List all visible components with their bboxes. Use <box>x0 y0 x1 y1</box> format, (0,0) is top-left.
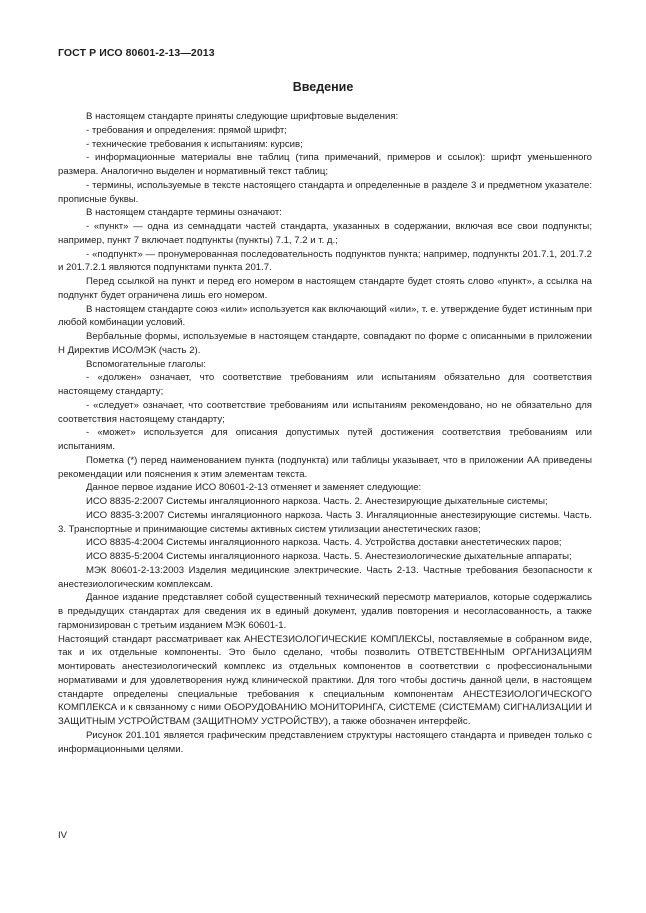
paragraph: Пометка (*) перед наименованием пункта (подпункта) или таблицы указывает, что в приложении АА приведены рекомендации или пояснения к этим элементам текста. <box>58 454 592 480</box>
body-text <box>58 110 592 756</box>
paragraph: - требования и определения: прямой шрифт; <box>86 124 287 136</box>
paragraph: Данное издание представляет собой существенный технический пересмотр материалов, которые содержались в предыдущих стандартах для сведения их в единый документ, удалив повторения и несогласованность, а также гармонизирован с третьим изданием МЭК 60601-1. <box>58 592 592 631</box>
paragraph: ИСО 8835-2:2007 Системы ингаляционного наркоза. Часть. 2. Анестезирующие дыхательные системы; <box>86 496 548 507</box>
paragraph: - «следует» означает, что соответствие требованиям или испытаниям рекомендовано, но не обязательно для соответствия настоящему стандарту; <box>58 399 592 425</box>
paragraph: ИСО 8835-3:2007 Системы ингаляционного наркоза. Часть 3. Ингаляционные анестезирующие системы. Часть. 3. Транспортные и принимающие системы активных систем утилизации анестетических газов; <box>58 509 592 535</box>
paragraph: В настоящем стандарте приняты следующие шрифтовые выделения: <box>86 111 399 122</box>
page-number: IV <box>58 830 68 841</box>
paragraph: - технические требования к испытаниям: курсив; <box>86 138 303 150</box>
paragraph: - информационные материалы вне таблиц (типа примечаний, примеров и ссылок): шрифт уменьшенного размера. Аналогично выделен и нормативный текст таблиц; <box>58 152 592 177</box>
paragraph: В настоящем стандарте союз «или» используется как включающий «или», т. е. утверждение будет истинным при любой комбинации условий. <box>58 303 592 329</box>
document-header: ГОСТ Р ИСО 80601-2-13—2013 <box>58 47 215 59</box>
paragraph: Настоящий стандарт рассматривает как АНЕСТЕЗИОЛОГИЧЕСКИЕ КОМПЛЕКСЫ, поставляемые в собранном виде, так и их отдельные компоненты. Это было сделано, чтобы позволить ОТВЕТСТВЕННЫМ ОРГАНИЗАЦИЯМ монтировать анестезиологический комплекс из отдельных компонентов в соответствии с профессиональными нормативами и для удовлетворения нужд клинической практики. Для того чтобы достичь данной цели, в настоящем стандарте определены специальные требования к специальным компонентам АНЕСТЕЗИОЛОГИЧЕСКОГО КОМПЛЕКСА и к связанному с ними ОБОРУДОВАНИЮ МОНИТОРИНГА, СИСТЕМЕ (СИСТЕМАМ) СИГНАЛИЗАЦИИ И ЗАЩИТНЫМ УСТРОЙСТВАМ (ЗАЩИТНОМУ УСТРОЙСТВУ), а также обозначен интерфейс. <box>58 633 592 727</box>
paragraph: Перед ссылкой на пункт и перед его номером в настоящем стандарте будет стоять слово «пункт», а ссылка на подпункт будет ограничена лишь его номером. <box>58 276 592 301</box>
paragraph: - «должен» означает, что соответствие требованиям или испытаниям обязательно для соответствия настоящему стандарту; <box>58 372 592 397</box>
paragraph: - «пункт» — одна из семнадцати частей стандарта, указанных в содержании, включая все свои подпункты; например, пункт 7 включает подпункты (пункты) 7.1, 7.2 и т. д.; <box>58 221 592 246</box>
paragraph: ИСО 8835-4:2004 Системы ингаляционного наркоза. Часть. 4. Устройства доставки анестетических паров; <box>86 537 562 549</box>
paragraph: Данное первое издание ИСО 80601-2-13 отменяет и заменяет следующие: <box>86 482 422 494</box>
section-title: Введение <box>292 80 354 94</box>
paragraph: - «подпункт» — пронумерованная последовательность подпунктов пункта; например, подпункты 201.7.1, 201.7.2 и 201.7.2.1 являются подпунктами пункта 201.7. <box>58 248 592 274</box>
paragraph: Вспомогательные глаголы: <box>86 358 206 370</box>
paragraph: МЭК 80601-2-13:2003 Изделия медицинские электрические. Часть 2-13. Частные требования безопасности к анестезиологическим комплексам. <box>58 564 592 590</box>
paragraph: - термины, используемые в тексте настоящего стандарта и определенные в разделе 3 и предметном указателе: прописные буквы. <box>58 179 592 205</box>
paragraph: - «может» используется для описания допустимых путей достижения соответствия требованиям или испытаниям. <box>58 427 592 452</box>
paragraph: Рисунок 201.101 является графическим представлением структуры настоящего стандарта и приведен только с информационными целями. <box>58 729 592 755</box>
paragraph: В настоящем стандарте термины означают: <box>86 207 282 219</box>
paragraph: Вербальные формы, используемые в настоящем стандарте, совпадают по форме с описанными в приложении Н Директив ИСО/МЭК (часть 2). <box>58 331 592 356</box>
paragraph: ИСО 8835-5:2004 Системы ингаляционного наркоза. Часть. 5. Анестезиологические дыхательные аппараты; <box>86 551 572 562</box>
